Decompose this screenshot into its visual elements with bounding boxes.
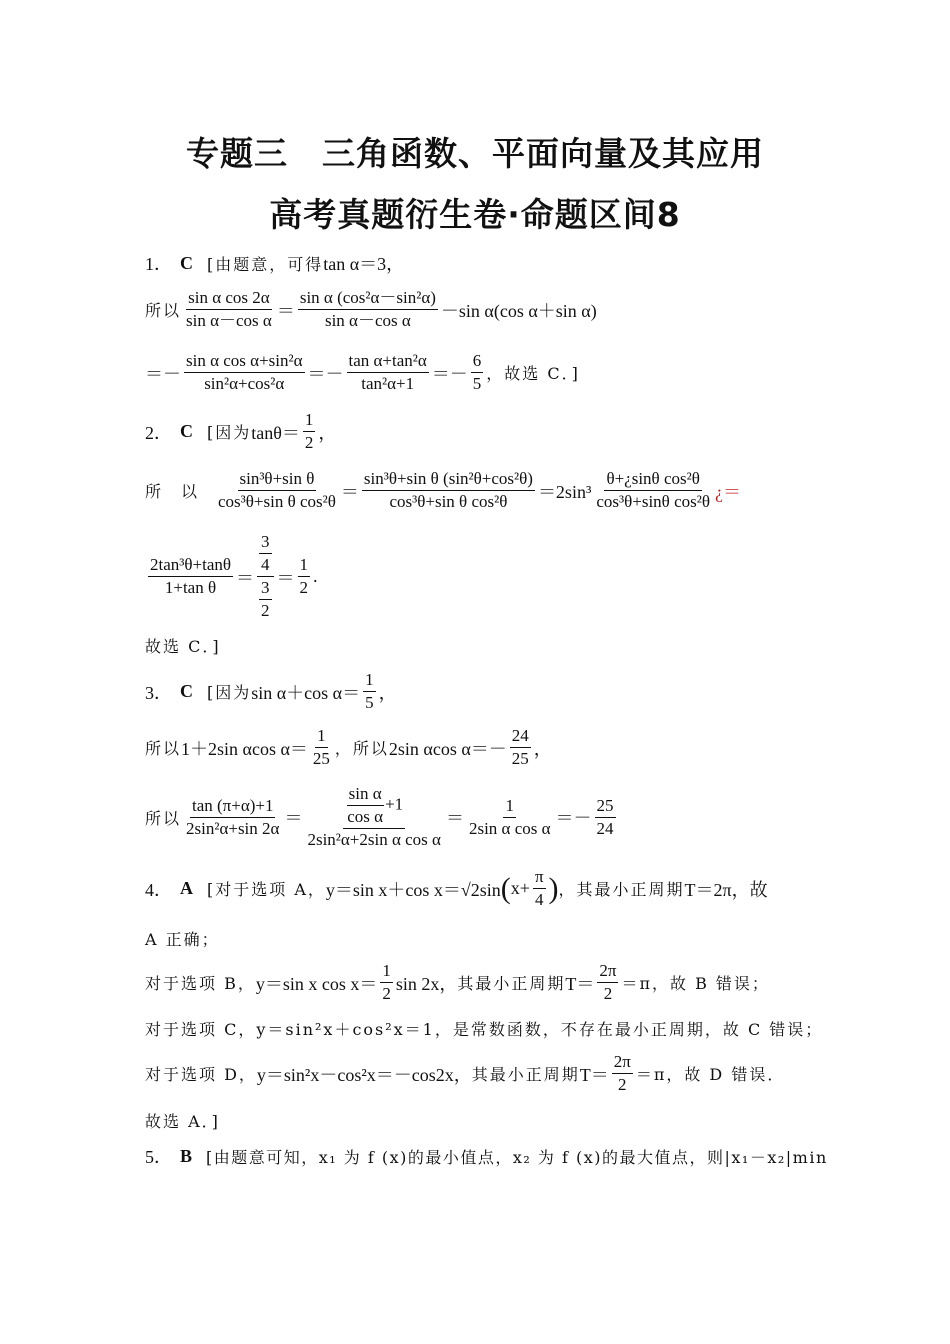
q4-text: [对于选项 A， [207,880,326,899]
q4-line-5 [145,1051,785,1096]
denominator: sin α－cos α [186,311,272,330]
q3-line-2 [145,725,552,770]
title-line-2: 高考真题衍生卷·命题区间8 [269,195,681,234]
fraction [184,795,281,840]
fraction [303,409,316,454]
q4-math: y＝sin x cos x＝ [255,973,378,994]
fraction [467,795,553,840]
fraction [595,795,616,840]
equals: ＝ [284,808,303,828]
q4-line-1 [145,866,768,911]
denominator: 25 [312,749,330,768]
q4-text: 其最小正周期 [457,974,566,993]
numerator: π [533,866,546,889]
q1-end: ，故选 C．] [486,364,580,383]
equals: ＝ [236,567,255,588]
denominator [257,577,274,622]
denominator: cos α [347,807,384,826]
numerator: 25 [595,795,616,818]
numerator: sin α cos α+sin²α [184,350,305,373]
denominator: cos³θ+sin θ cos²θ [389,492,508,511]
q3-lead: 所以 [145,739,182,758]
denominator: 2sin²α+2sin α cos α [307,830,441,849]
q4-line-4 [145,1017,823,1040]
numerator: 1 [380,960,393,983]
numerator: sin³θ+sin θ [238,468,317,491]
q1-line-3 [145,350,580,395]
fraction [510,725,531,770]
denominator: tan²α+1 [361,374,415,393]
q2-lead: 所 以 [145,482,200,501]
fraction [216,468,338,513]
equals: ＝－ [555,808,592,828]
q4-math: y＝sin x＋cos x＝√2sin [325,879,501,900]
numerator: 2tan³θ+tanθ [148,554,233,577]
numerator: 2π [597,960,618,983]
q2-line-3 [145,531,318,622]
equals: ＝ [445,808,464,828]
question-number: 3． [145,682,172,703]
fraction [184,350,305,395]
q2-end: ¿＝ [714,481,741,502]
q1-math: tan α＝3， [323,254,405,274]
fraction [612,1051,633,1096]
plus-one: +1 [385,794,404,814]
denominator: 5 [472,374,482,393]
q4-text: ＝π，故 B 错误； [621,974,770,993]
equals: ＝－ [145,363,181,384]
question-number: 5． [145,1147,172,1167]
fraction [597,960,618,1005]
fraction [345,783,385,828]
q4-text: 其最小正周期 [471,1065,580,1084]
q4-text: ，其最小正周期 [558,880,685,899]
q4-line-6 [145,1109,220,1132]
punct: ， [318,422,337,443]
q2-line-2 [145,468,741,513]
q4-text: 对于选项 B， [145,974,256,993]
equals: ＝ [340,481,359,502]
numerator [343,783,405,829]
fraction [298,554,311,599]
numerator: 3 [259,577,272,600]
numerator: sin α [347,783,384,806]
fraction [533,866,546,911]
numerator: 1 [363,669,376,692]
fraction [259,577,272,622]
numerator: 2π [612,1051,633,1074]
q3-line-1 [145,669,397,714]
q2-conclusion: 故选 C．] [145,637,221,656]
q1-line-1 [145,250,404,276]
numerator: 1 [503,795,516,818]
answer-letter: C [180,421,193,441]
numerator: 1 [298,554,311,577]
denominator: 2 [261,601,270,620]
q4-math: y＝sin²x－cos²x＝－cos2x， [256,1064,472,1085]
q4-math: T＝2π，故 [684,879,768,900]
q4-line-3 [145,960,770,1005]
denominator: 2 [618,1075,627,1094]
fraction [184,287,274,332]
denominator: sin²α+cos²α [204,374,285,393]
q4-math: T＝ [579,1064,609,1085]
fraction [471,350,484,395]
q2-line-4 [145,634,221,657]
fraction [298,287,438,332]
denominator: 2 [304,433,314,452]
q4-text: A 正确； [145,930,220,949]
denominator: 2 [603,984,613,1003]
denominator: 2 [299,578,309,597]
answer-letter: A [180,878,193,898]
denominator: 2sin²α+sin 2α [186,818,280,838]
numerator: 1 [303,409,316,432]
punct: ， [533,738,552,759]
q3-lead: 所以 [145,808,182,828]
fraction [594,468,712,513]
question-number: 1． [145,254,172,274]
q4-text: 对于选项 D， [145,1065,257,1084]
denominator: 4 [261,555,270,574]
fraction [148,554,233,599]
numerator: 6 [471,350,484,373]
question-number: 2． [145,422,172,443]
fraction [380,960,393,1005]
q3-math: 2sin αcos α＝－ [388,738,507,759]
denominator: 4 [534,890,544,909]
fraction [347,350,429,395]
numerator: 3 [259,531,272,554]
q4-math: sin 2x， [395,973,458,994]
denominator: 1+tan θ [164,578,217,597]
denominator: 24 [596,818,614,838]
equals: ＝ [276,300,295,321]
q2-line-1 [145,409,336,454]
q1-lead: 所以 [145,301,182,320]
fraction [362,468,535,513]
fraction [311,725,332,770]
numerator: sin α cos 2α [186,287,272,310]
numerator: tan α+tan²α [347,350,429,373]
denominator: 2 [382,984,391,1003]
compound-fraction [305,783,443,851]
punct: ， [378,682,397,703]
answer-letter: C [180,252,193,273]
q3-math: sin α＋cos α＝ [251,682,361,703]
period: . [313,566,318,586]
q1-tail: －sin α(cos α＋sin α) [440,300,597,321]
q5-line-1 [145,1143,828,1169]
denominator: sin α－cos α [324,311,411,330]
numerator: sin³θ+sin θ (sin²θ+cos²θ) [362,468,535,491]
denominator: cos³θ+sinθ cos²θ [596,492,710,511]
q2-math: tanθ＝ [251,422,300,443]
q1-text: [由题意，可得 [207,254,324,274]
equals: ＝－ [307,363,344,384]
title-line-1: 专题三 三角函数、平面向量及其应用 [186,134,764,173]
paren-right: ) [548,871,559,905]
answer-letter: B [180,1145,193,1166]
q5-text: [由题意可知，x₁ 为 f (x)的最小值点，x₂ 为 f (x)的最大值点，则|x₁－x₂|min [206,1147,828,1167]
q2-text: [因为 [207,423,252,442]
denominator: 2sin α cos α [468,818,551,838]
q4-conclusion: 故选 A．] [145,1112,220,1131]
q3-math: 1＋2sin αcos α＝ [181,738,308,759]
q1-line-2 [145,287,597,332]
equals: ＝ [276,567,295,588]
equals: ＝2sin³ [537,481,592,502]
numerator: θ+¿sinθ cos²θ [604,468,701,491]
q3-text: ，所以 [334,739,389,758]
numerator: tan (π+α)+1 [190,795,276,818]
q4-math: T＝ [565,973,595,994]
q4-text: 对于选项 C，y＝sin²x＋cos²x＝1，是常数函数，不存在最小正周期，故 C 错误； [145,1020,824,1039]
denominator: 25 [511,749,529,768]
fraction [363,669,376,714]
paren-left: ( [500,871,511,905]
question-number: 4． [145,879,172,900]
denominator: 5 [365,693,374,712]
numerator: 24 [510,725,531,748]
q3-line-3 [145,783,619,851]
answer-letter: C [180,681,193,701]
numerator: sin α (cos²α－sin²α) [298,287,438,310]
q3-text: [因为 [207,683,252,702]
numerator: 1 [315,725,328,748]
q4-x: x+ [510,878,530,898]
q4-text: ＝π，故 D 错误． [635,1065,786,1084]
denominator: cos³θ+sin θ cos²θ [218,492,336,511]
q4-line-2 [145,927,220,950]
numerator [257,531,274,577]
equals: ＝－ [431,363,468,384]
compound-fraction [257,531,274,622]
fraction [259,531,272,576]
